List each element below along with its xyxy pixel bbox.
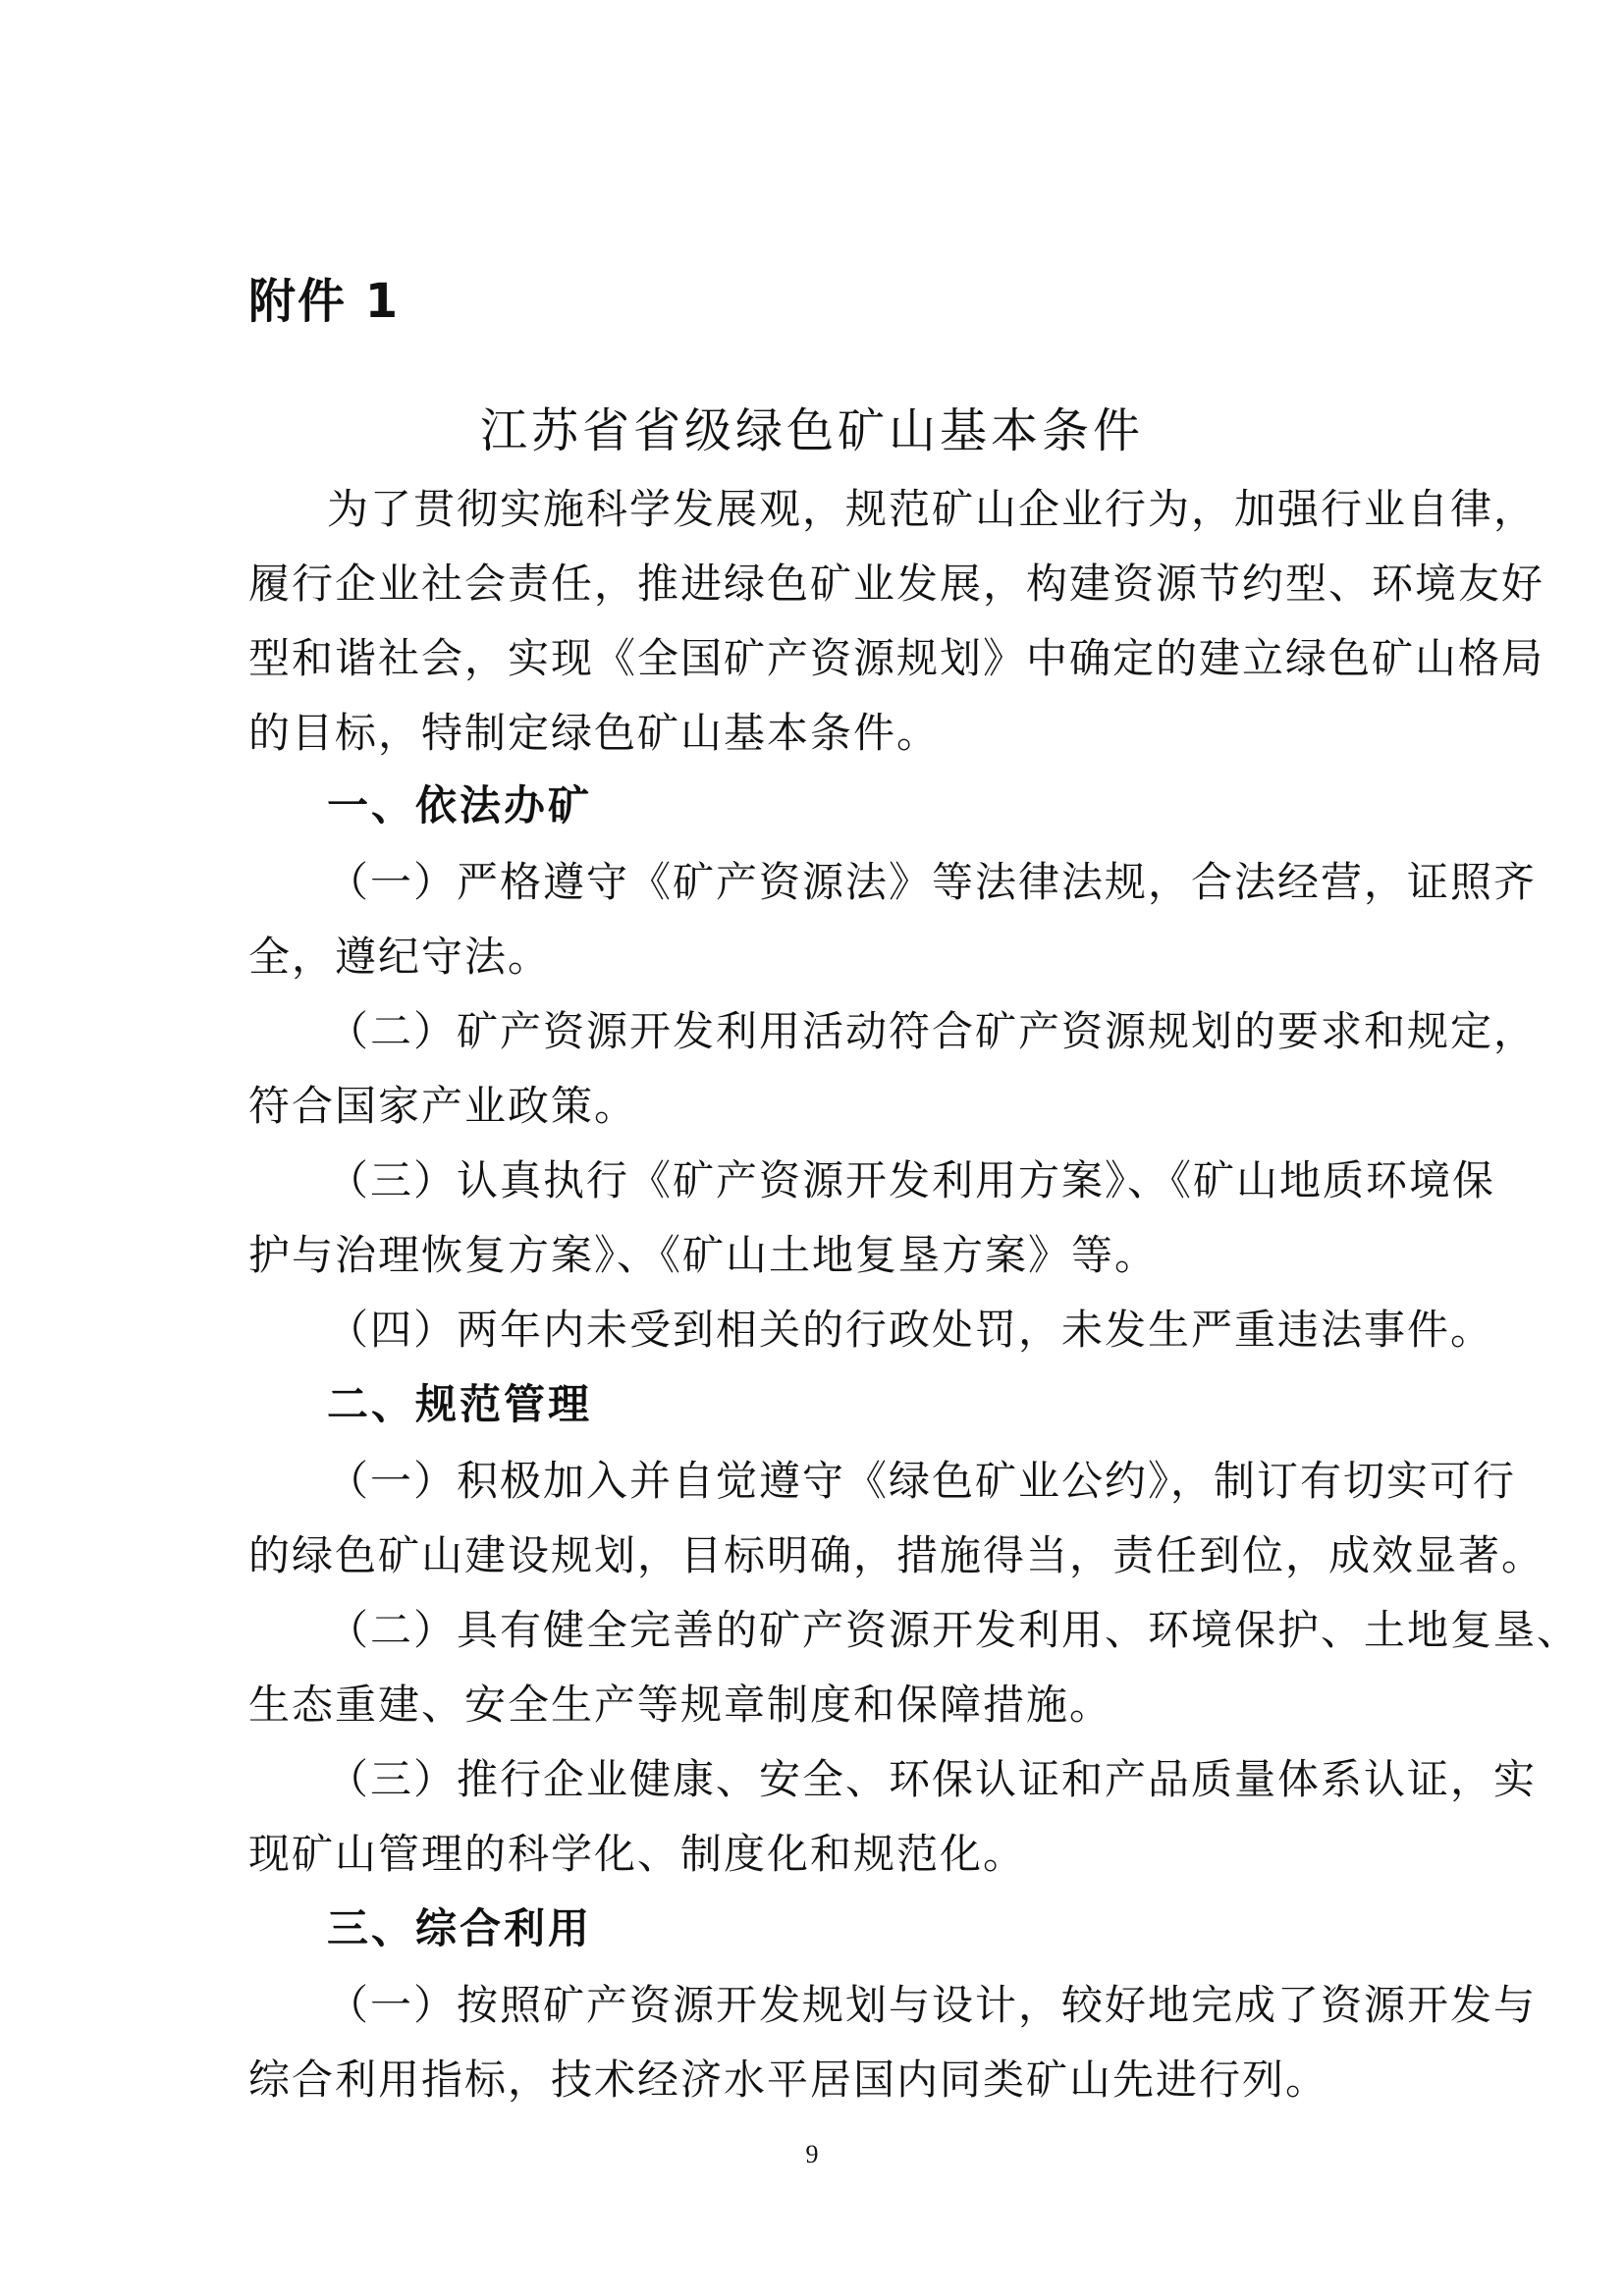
s1-item2-line2: 符合国家产业政策。	[248, 1082, 638, 1130]
s1-item3-line2: 护与治理恢复方案》、《矿山土地复垦方案》等。	[248, 1231, 1159, 1279]
document-title: 江苏省省级绿色矿山基本条件	[479, 403, 1144, 458]
section-1-heading: 一、依法办矿	[327, 781, 593, 829]
s3-item1-line1: （一）按照矿产资源开发规划与设计，较好地完成了资源开发与	[327, 1981, 1538, 2029]
section-2-heading: 二、规范管理	[327, 1380, 593, 1428]
s2-item2-line2: 生态重建、安全生产等规章制度和保障措施。	[248, 1681, 1113, 1729]
s1-item3-line1: （三）认真执行《矿产资源开发利用方案》、《矿山地质环境保	[327, 1156, 1496, 1204]
s1-item4-line1: （四）两年内未受到相关的行政处罚，未发生严重违法事件。	[327, 1306, 1494, 1354]
s1-item1-line2: 全，遵纪守法。	[248, 933, 552, 981]
s2-item2-line1: （二）具有健全完善的矿产资源开发利用、环境保护、土地复垦、	[327, 1606, 1581, 1654]
intro-line-2: 履行企业社会责任，推进绿色矿业发展，构建资源节约型、环境友好	[248, 560, 1545, 608]
intro-line-1: 为了贯彻实施科学发展观，规范矿山企业行为，加强行业自律，	[327, 485, 1538, 533]
s1-item1-line1: （一）严格遵守《矿产资源法》等法律法规，合法经营，证照齐	[327, 858, 1538, 906]
s1-item2-line1: （二）矿产资源开发利用活动符合矿产资源规划的要求和规定，	[327, 1007, 1538, 1055]
s2-item3-line2: 现矿山管理的科学化、制度化和规范化。	[248, 1830, 1027, 1878]
s2-item3-line1: （三）推行企业健康、安全、环保认证和产品质量体系认证，实	[327, 1755, 1538, 1803]
intro-line-3: 型和谐社会，实现《全国矿产资源规划》中确定的建立绿色矿山格局	[248, 634, 1545, 682]
s2-item1-line1: （一）积极加入并自觉遵守《绿色矿业公约》，制订有切实可行	[327, 1457, 1517, 1505]
section-3-heading: 三、综合利用	[327, 1904, 593, 1952]
attachment-label: 附件 1	[248, 274, 401, 329]
intro-line-4: 的目标，特制定绿色矿山基本条件。	[248, 709, 941, 757]
s3-item1-line2: 综合利用指标，技术经济水平居国内同类矿山先进行列。	[248, 2056, 1329, 2104]
page-number: 9	[805, 2140, 819, 2168]
s2-item1-line2: 的绿色矿山建设规划，目标明确，措施得当，责任到位，成效显著。	[248, 1531, 1545, 1579]
